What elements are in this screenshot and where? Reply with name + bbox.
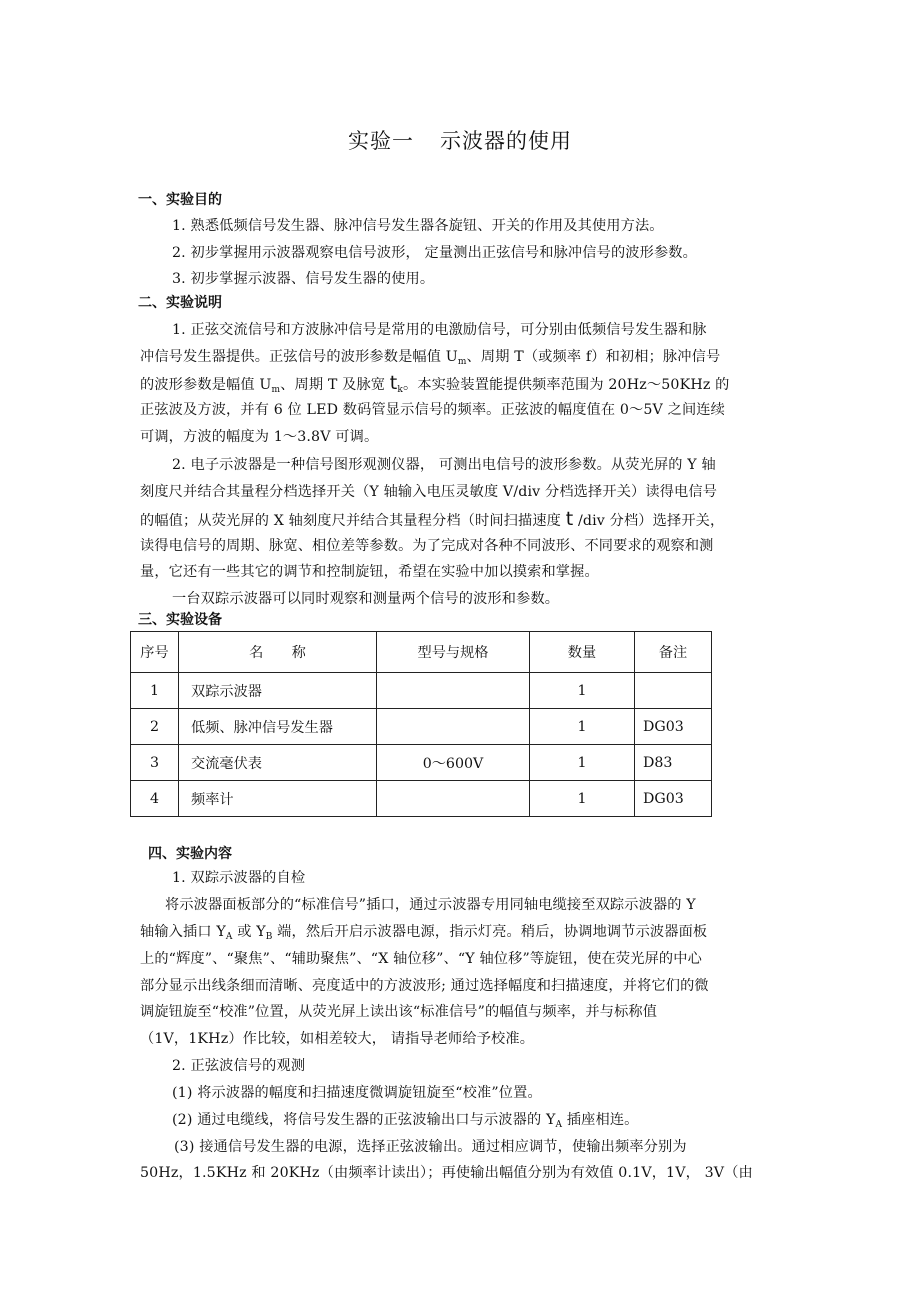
cell-qty: 1 xyxy=(530,709,635,745)
subscript: A xyxy=(225,932,233,942)
paragraph-line xyxy=(140,510,790,530)
text: 的幅值；从荧光屏的 X 轴刻度尺并结合其量程分档（时间扫描速度 xyxy=(140,513,566,529)
header-cell: 数量 xyxy=(530,632,635,673)
table-row xyxy=(131,781,712,817)
table-header-row xyxy=(131,632,712,673)
header-cell: 型号与规格 xyxy=(377,632,530,673)
paragraph-line: 1. 正弦交流信号和方波脉冲信号是常用的电激励信号，可分别由低频信号发生器和脉 xyxy=(172,322,707,338)
section-heading-description: 二、实验说明 xyxy=(138,295,222,311)
objective-item: 2. 初步掌握用示波器观察电信号波形， 定量测出正弦信号和脉冲信号的波形参数。 xyxy=(172,245,697,261)
cell-name: 交流毫伏表 xyxy=(179,745,377,781)
paragraph-line: 2. 电子示波器是一种信号图形观测仪器， 可测出电信号的波形参数。从荧光屏的 Y 轴 xyxy=(172,457,716,473)
cell-qty: 1 xyxy=(530,781,635,817)
paragraph-line xyxy=(140,923,790,946)
text: 端，然后开启示波器电源，指示灯亮。稍后，协调地调节示波器面板 xyxy=(272,924,708,940)
symbol-t: t xyxy=(565,508,574,530)
title-part1: 实验一 xyxy=(348,129,414,153)
paragraph-line: 可调，方波的幅度为 1～3.8V 可调。 xyxy=(140,429,379,445)
text: /div 分档）选择开关， xyxy=(573,513,725,529)
cell-name: 低频、脉冲信号发生器 xyxy=(179,709,377,745)
title-part2: 示波器的使用 xyxy=(440,129,572,153)
paragraph-line: 调旋钮旋至“校准”位置，从荧光屏上读出该“标准信号”的幅值与频率，并与标称值 xyxy=(140,1004,658,1020)
cell-spec xyxy=(377,781,530,817)
subscript: k xyxy=(397,385,403,395)
text: (2) 通过电缆线，将信号发生器的正弦波输出口与示波器的 Y xyxy=(172,1112,556,1128)
subsection-title: 2. 正弦波信号的观测 xyxy=(172,1058,306,1074)
table-row xyxy=(131,709,712,745)
equipment-table xyxy=(130,631,712,817)
cell-spec: 0～600V xyxy=(377,745,530,781)
section-heading-equipment: 三、实验设备 xyxy=(138,612,222,628)
cell-note: DG03 xyxy=(635,709,712,745)
paragraph-line: 部分显示出线条细而清晰、亮度适中的方波波形; 通过选择幅度和扫描速度，并将它们的微 xyxy=(140,978,709,994)
symbol-t: t xyxy=(389,372,398,394)
objective-item: 3. 初步掌握示波器、信号发生器的使用。 xyxy=(172,271,435,287)
cell-spec xyxy=(377,709,530,745)
table-row xyxy=(131,673,712,709)
text: 的波形参数是幅值 U xyxy=(140,377,272,393)
text: 轴输入插口 Y xyxy=(140,924,226,940)
step-item: (3) 接通信号发生器的电源，选择正弦波输出。通过相应调节，使输出频率分别为 xyxy=(174,1139,687,1155)
section-heading-objectives: 一、实验目的 xyxy=(138,192,222,208)
cell-qty: 1 xyxy=(530,673,635,709)
text: 或 Y xyxy=(232,924,266,940)
text: 插座相连。 xyxy=(562,1112,639,1128)
objective-item: 1. 熟悉低频信号发生器、脉冲信号发生器各旋钮、开关的作用及其使用方法。 xyxy=(172,218,664,234)
paragraph-line: 一台双踪示波器可以同时观察和测量两个信号的波形和参数。 xyxy=(172,591,560,607)
subscript: m xyxy=(271,385,281,395)
paragraph-line xyxy=(140,374,790,399)
cell-note: DG03 xyxy=(635,781,712,817)
cell-index: 1 xyxy=(131,673,179,709)
cell-index: 4 xyxy=(131,781,179,817)
subscript: m xyxy=(457,357,467,367)
cell-name: 频率计 xyxy=(179,781,377,817)
cell-spec xyxy=(377,673,530,709)
paragraph-line xyxy=(140,348,790,371)
header-cell: 序号 xyxy=(131,632,179,673)
subscript: A xyxy=(555,1120,563,1130)
text: 、周期 T 及脉宽 xyxy=(280,377,390,393)
cell-index: 2 xyxy=(131,709,179,745)
step-item: (1) 将示波器的幅度和扫描速度微调旋钮旋至“校准”位置。 xyxy=(172,1085,542,1101)
step-item xyxy=(172,1111,822,1134)
table-row xyxy=(131,745,712,781)
text: 冲信号发生器提供。正弦信号的波形参数是幅值 U xyxy=(140,349,458,365)
paragraph-line: 刻度尺并结合其量程分档选择开关（Y 轴输入电压灵敏度 V/div 分档选择开关）读得电信号 xyxy=(140,484,718,500)
paragraph-line: 上的“辉度”、“聚焦”、“辅助聚焦”、“X 轴位移”、“Y 轴位移”等旋钮，使在荧光屏的中心 xyxy=(140,951,702,967)
paragraph-line: 50Hz，1.5KHz 和 20KHz（由频率计读出）；再使输出幅值分别为有效值 0.1V，1V， 3V（由 xyxy=(140,1165,753,1181)
subsection-title: 1. 双踪示波器的自检 xyxy=(172,870,306,886)
header-cell: 备注 xyxy=(635,632,712,673)
text: 、周期 T（或频率 f）和初相；脉冲信号 xyxy=(466,349,721,365)
cell-index: 3 xyxy=(131,745,179,781)
section-heading-content: 四、实验内容 xyxy=(148,846,232,862)
cell-qty: 1 xyxy=(530,745,635,781)
cell-name: 双踪示波器 xyxy=(179,673,377,709)
text: 。本实验装置能提供频率范围为 20Hz～50KHz 的 xyxy=(403,377,730,393)
paragraph-line: 将示波器面板部分的“标准信号”插口，通过示波器专用同轴电缆接至双踪示波器的 Y xyxy=(165,897,696,913)
paragraph-line: （1V，1KHz）作比较，如相差较大， 请指导老师给予校准。 xyxy=(140,1031,535,1047)
cell-note: D83 xyxy=(635,745,712,781)
subscript: B xyxy=(265,932,273,942)
header-cell: 名 称 xyxy=(179,632,377,673)
page-title xyxy=(0,125,920,155)
paragraph-line: 正弦波及方波，并有 6 位 LED 数码管显示信号的频率。正弦波的幅度值在 0～5V 之间连续 xyxy=(140,402,725,418)
paragraph-line: 读得电信号的周期、脉宽、相位差等参数。为了完成对各种不同波形、不同要求的观察和测 xyxy=(140,538,714,554)
paragraph-line: 量，它还有一些其它的调节和控制旋钮，希望在实验中加以摸索和掌握。 xyxy=(140,564,599,580)
cell-note xyxy=(635,673,712,709)
